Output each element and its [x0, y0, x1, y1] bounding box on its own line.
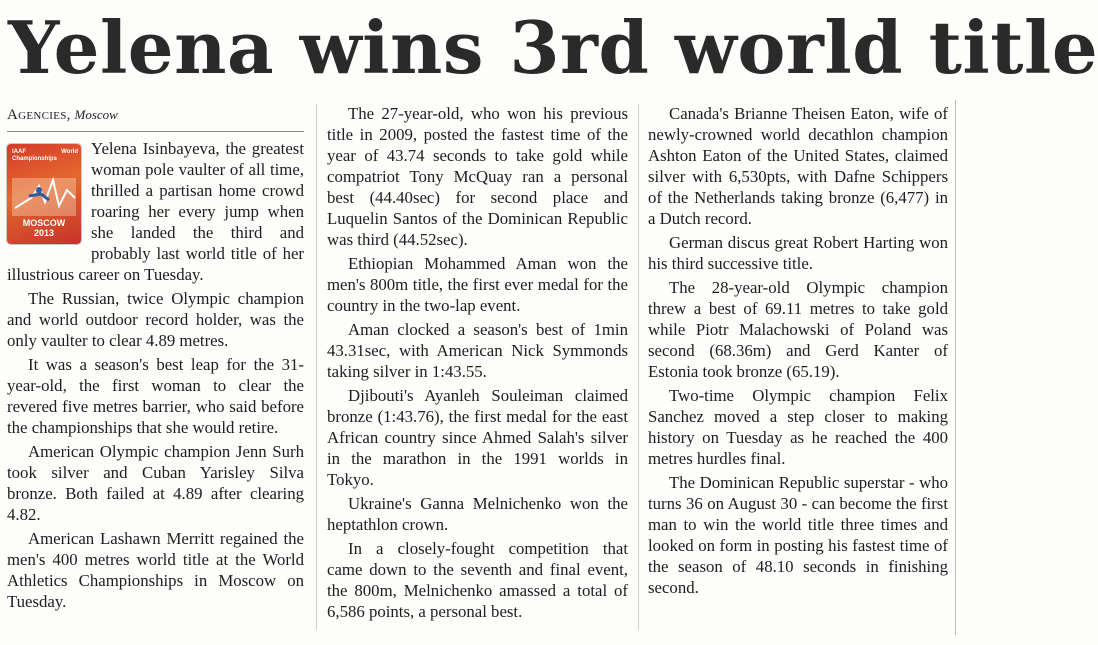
- byline-agency: Agencies,: [7, 107, 71, 123]
- paragraph: The Dominican Republic superstar - who turns 36 on August 30 - can become the first man to win the world title three times and looked on form in posting his fastest time of the season of 48.10 seconds in finishing second.: [648, 473, 948, 597]
- championship-logo-image: [7, 144, 81, 244]
- paragraph: In a closely-fought competition that came down to the seventh and final event, the 800m, Melnichenko amassed a total of 6,586 points, a personal best.: [327, 539, 628, 621]
- paragraph: It was a season's best leap for the 31-year-old, the first woman to clear the revered five metres barrier, who said before the championships that she would retire.: [7, 355, 304, 437]
- article-column-3: [648, 103, 948, 638]
- article-column-1: [7, 103, 304, 638]
- logo-championship-text: IAAF World Championships: [12, 149, 78, 162]
- paragraph: American Lashawn Merritt regained the men's 400 metres world title at the World Athletics Championships in Moscow on Tuesday.: [7, 529, 304, 611]
- paragraph: American Olympic champion Jenn Surh took silver and Cuban Yarisley Silva bronze. Both failed at 4.89 after clearing 4.82.: [7, 442, 304, 524]
- column-divider: [316, 104, 317, 630]
- paragraph: The 28-year-old Olympic champion threw a best of 69.11 metres to take gold while Piotr Malachowski of Poland was second (68.36m) and Gerd Kanter of Estonia took bronze (65.19).: [648, 278, 948, 381]
- paragraph: Ethiopian Mohammed Aman won the men's 800m title, the first ever medal for the country in the two-lap event.: [327, 254, 628, 315]
- paragraph: German discus great Robert Harting won his third successive title.: [648, 233, 948, 273]
- paragraph: Aman clocked a season's best of 1min 43.31sec, with American Nick Symmonds taking silver in 1:43.55.: [327, 320, 628, 381]
- byline-city: Moscow: [74, 107, 118, 122]
- pole-vaulter-graphic: [9, 168, 79, 218]
- article-column-2: [327, 103, 628, 638]
- paragraph: Yelena Isinbayeva, the greatest woman pole vaulter of all time, thrilled a partisan home crowd roaring her every jump when she landed the third and probably last world title of her illustrious career on Tuesday.: [7, 139, 304, 284]
- paragraph: The Russian, twice Olympic champion and world outdoor record holder, was the only vaulter to clear 4.89 metres.: [7, 289, 304, 350]
- logo-moscow-text: MOSCOW 2013: [22, 218, 66, 238]
- byline-rule: [7, 131, 304, 132]
- headline: Yelena wins 3rd world title: [8, 5, 1098, 90]
- paragraph: The 27-year-old, who won his previous title in 2009, posted the fastest time of the year of 43.74 seconds to take gold while compatriot Tony McQuay ran a personal best (44.40sec) for second place and Luquelin Santos of the Dominican Republic was third (44.52sec).: [327, 104, 628, 249]
- paragraph: Two-time Olympic champion Felix Sanchez moved a step closer to making history on Tuesday as he reached the 400 metres hurdles final.: [648, 386, 948, 468]
- paragraph: Ukraine's Ganna Melnichenko won the heptathlon crown.: [327, 494, 628, 534]
- page-edge-rule: [955, 100, 956, 635]
- column-divider: [638, 104, 639, 630]
- paragraph: Djibouti's Ayanleh Souleiman claimed bronze (1:43.76), the first medal for the east African country since Ahmed Salah's silver in the marathon in the 1991 worlds in Tokyo.: [327, 386, 628, 489]
- byline: [7, 105, 304, 125]
- paragraph: Canada's Brianne Theisen Eaton, wife of newly-crowned world decathlon champion Ashton Eaton of the United States, claimed silver with 6,530pts, with Dafne Schippers of the Netherlands taking bronze (6,477) in a Dutch record.: [648, 104, 948, 228]
